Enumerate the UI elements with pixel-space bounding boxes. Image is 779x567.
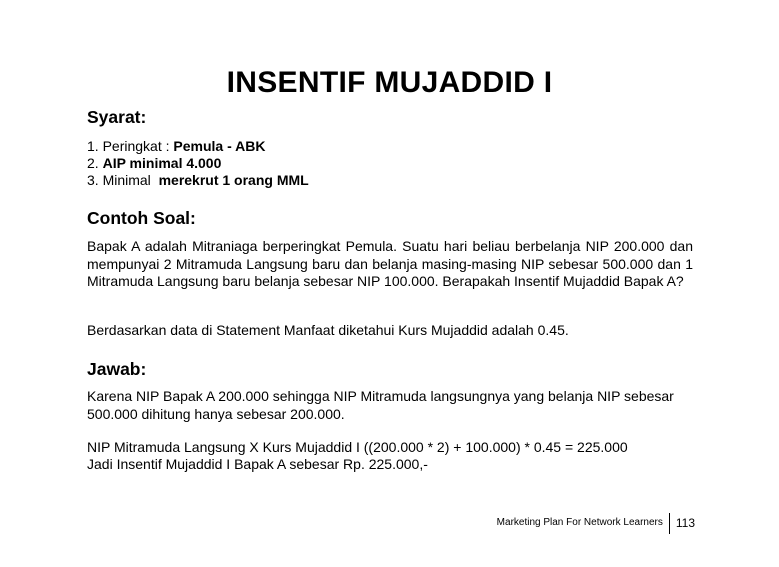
requirement-value: AIP minimal 4.000: [102, 155, 222, 171]
requirement-item-2: [87, 155, 309, 172]
contoh-soal-paragraph: Bapak A adalah Mitraniaga berperingkat Pemula. Suatu hari beliau berbelanja NIP 200.000 dan mempunyai 2 Mitramuda Langsung baru dan belanja masing-masing NIP sebesar 500.000 dan 1 Mitramuda Langsung baru belanja sebesar NIP 100.000. Berapakah Insentif Mujaddid Bapak A?: [87, 238, 693, 289]
requirement-prefix: 3. Minimal: [87, 172, 159, 188]
jawab-paragraph: Karena NIP Bapak A 200.000 sehingga NIP Mitramuda langsungnya yang belanja NIP sebesar 500.000 dihitung hanya sebesar 200.000.: [87, 388, 674, 422]
requirement-prefix: 2.: [87, 155, 103, 171]
requirement-item-1: [87, 138, 309, 155]
requirements-list: [87, 138, 309, 189]
kurs-statement: Berdasarkan data di Statement Manfaat diketahui Kurs Mujaddid adalah 0.45.: [87, 322, 569, 338]
syarat-heading: Syarat:: [87, 107, 147, 127]
requirement-value: merekrut 1 orang MML: [158, 172, 309, 188]
jawab-heading: Jawab:: [87, 359, 147, 379]
requirement-item-3: [87, 172, 309, 189]
result-line: Jadi Insentif Mujaddid I Bapak A sebesar Rp. 225.000,-: [87, 456, 428, 472]
page-title: INSENTIF MUJADDID I: [226, 66, 553, 99]
contoh-soal-heading: Contoh Soal:: [87, 208, 196, 228]
calculation-line: NIP Mitramuda Langsung X Kurs Mujaddid I ((200.000 * 2) + 100.000) * 0.45 = 225.000: [87, 439, 628, 455]
page-footer: [497, 513, 695, 534]
requirement-value: Pemula - ABK: [173, 138, 266, 154]
page-number: 113: [675, 516, 695, 530]
requirement-prefix: 1. Peringkat :: [87, 138, 174, 154]
footer-text: Marketing Plan For Network Learners: [497, 513, 670, 534]
